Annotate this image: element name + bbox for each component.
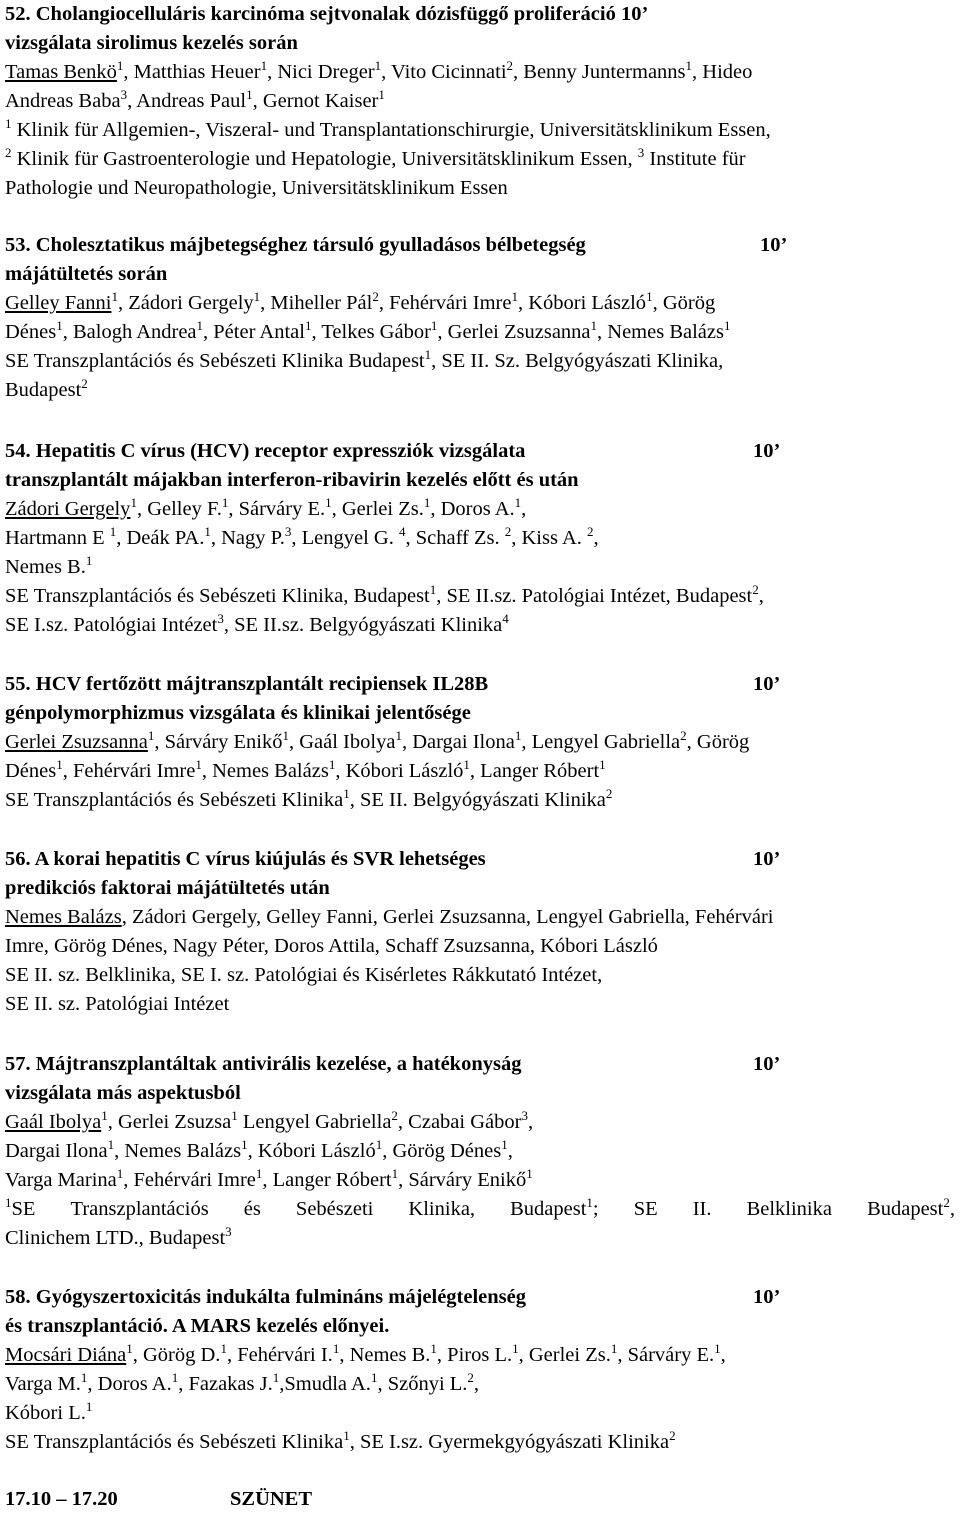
author-list: Dénes$^1$, Balogh Andrea$^1$, Péter Antal$^1$, Telkes Gábor$^1$, Gerlei Zsuzsanna$^1$, Nemes Balázs$^1$	[5, 318, 731, 343]
abstract-54	[5, 437, 955, 640]
abstract-title-cont: és transzplantáció. A MARS kezelés előnyei.	[5, 1315, 390, 1337]
duration: 10’	[760, 234, 788, 256]
author-list: Zádori Gergely$^1$, Gelley F.$^1$, Sárváry E.$^1$, Gerlei Zs.$^1$, Doros A.$^1$,	[5, 495, 527, 520]
affiliation: Budapest$^2$	[5, 376, 88, 401]
abstract-title-cont: transzplantált májakban interferon-ribavirin kezelés előtt és után	[5, 469, 579, 491]
abstract-number: 53.	[5, 234, 31, 256]
break-label: SZÜNET	[230, 1488, 313, 1510]
break-time: 17.10 – 17.20	[5, 1488, 118, 1510]
author-list: Gerlei Zsuzsanna$^1$, Sárváry Enikő$^1$, Gaál Ibolya$^1$, Dargai Ilona$^1$, Lengyel Gabriella$^2$, Görög	[5, 728, 750, 753]
abstract-number: 57.	[5, 1053, 31, 1075]
abstract-title-cont: predikciós faktorai májátültetés után	[5, 877, 330, 899]
abstract-title: 53. Cholesztatikus májbetegséghez társuló gyulladásos bélbetegség 10’	[5, 231, 955, 260]
affiliation: $^1$ Klinik für Allgemien-, Viszeral- und Transplantationschirurgie, Universitätsklinikum Essen,	[5, 116, 771, 141]
duration: 10’	[620, 3, 649, 25]
abstract-title-cont: génpolymorphizmus vizsgálata és klinikai jelentősége	[5, 702, 471, 724]
affiliation: $^1$SE Transzplantációs és Sebészeti Klinika, Budapest$^1$; SE II. Belklinika Budapest$^2$,	[5, 1195, 955, 1220]
author-list: Kóbori L.$^1$	[5, 1399, 93, 1424]
first-author: Gelley Fanni	[5, 292, 112, 314]
first-author: Gerlei Zsuzsanna	[5, 731, 148, 753]
abstract-number: 55.	[5, 673, 31, 695]
author-list: Nemes Balázs, Zádori Gergely, Gelley Fanni, Gerlei Zsuzsanna, Lengyel Gabriella, Fehérvári	[5, 906, 774, 928]
abstract-title-cont: vizsgálata más aspektusból	[5, 1082, 241, 1104]
author-list: Hartmann E $^1$, Deák PA.$^1$, Nagy P.$^3$, Lengyel G. $^4$, Schaff Zs. $^2$, Kiss A. $^2$,	[5, 524, 599, 549]
abstract-56	[5, 845, 955, 1019]
author-list: Dargai Ilona$^1$, Nemes Balázs$^1$, Kóbori László$^1$, Görög Dénes$^1$,	[5, 1137, 513, 1162]
author-list: Imre, Görög Dénes, Nagy Péter, Doros Attila, Schaff Zsuzsanna, Kóbori László	[5, 935, 658, 957]
first-author: Tamas Benkö	[5, 61, 117, 83]
author-list: Andreas Baba$^3$, Andreas Paul$^1$, Gernot Kaiser$^1$	[5, 87, 385, 112]
abstract-title: 58. Gyógyszertoxicitás indukálta fulmináns májelégtelenség 10’	[5, 1283, 955, 1312]
abstract-number: 56.	[5, 848, 31, 870]
affiliation: SE Transzplantációs és Sebészeti Klinika$^1$, SE I.sz. Gyermekgyógyászati Klinika$^2$	[5, 1428, 676, 1453]
abstract-title: 57. Májtranszplantáltak antivirális kezelése, a hatékonyság 10’	[5, 1050, 955, 1079]
duration: 10’	[753, 1286, 781, 1308]
abstract-number: 54.	[5, 440, 31, 462]
abstract-53	[5, 231, 955, 405]
duration: 10’	[753, 1053, 781, 1075]
affiliation: Clinichem LTD., Budapest$^3$	[5, 1224, 232, 1249]
abstract-title: 54. Hepatitis C vírus (HCV) receptor expressziók vizsgálata 10’	[5, 437, 955, 466]
duration: 10’	[753, 440, 781, 462]
affiliation: SE Transzplantációs és Sebészeti Klinika, Budapest$^1$, SE II.sz. Patológiai Intézet, Budapest$^2$,	[5, 582, 764, 607]
author-list: Nemes B.$^1$	[5, 553, 93, 578]
abstract-title: 55. HCV fertőzött májtranszplantált recipiensek IL28B 10’	[5, 670, 955, 699]
affiliation: SE II. sz. Belklinika, SE I. sz. Patológiai és Kisérletes Rákkutató Intézet,	[5, 964, 603, 986]
affiliation: SE Transzplantációs és Sebészeti Klinika$^1$, SE II. Belgyógyászati Klinika$^2$	[5, 786, 613, 811]
duration: 10’	[753, 848, 781, 870]
first-author: Nemes Balázs	[5, 906, 122, 928]
author-list: Gaál Ibolya$^1$, Gerlei Zsuzsa$^1$ Lengyel Gabriella$^2$, Czabai Gábor$^3$,	[5, 1108, 534, 1133]
abstract-title: 52. Cholangiocelluláris karcinóma sejtvonalak dózisfüggő proliferáció 10’	[5, 3, 649, 25]
author-list: Gelley Fanni$^1$, Zádori Gergely$^1$, Miheller Pál$^2$, Fehérvári Imre$^1$, Kóbori László$^1$, Görög	[5, 289, 716, 314]
abstract-title: 56. A korai hepatitis C vírus kiújulás és SVR lehetséges 10’	[5, 845, 955, 874]
affiliation: Pathologie und Neuropathologie, Universitätsklinikum Essen	[5, 177, 508, 199]
abstract-title-cont: vizsgálata sirolimus kezelés során	[5, 32, 298, 54]
first-author: Zádori Gergely	[5, 498, 131, 520]
abstract-57	[5, 1050, 955, 1253]
break-slot	[5, 1485, 313, 1514]
first-author: Mocsári Diána	[5, 1344, 127, 1366]
abstract-52	[5, 0, 955, 203]
author-list: Tamas Benkö$^1$, Matthias Heuer$^1$, Nici Dreger$^1$, Vito Cicinnati$^2$, Benny Juntermanns$^1$, Hideo	[5, 58, 753, 83]
abstract-number: 52.	[5, 3, 31, 25]
first-author: Gaál Ibolya	[5, 1111, 102, 1133]
abstract-58	[5, 1283, 955, 1457]
author-list: Varga Marina$^1$, Fehérvári Imre$^1$, Langer Róbert$^1$, Sárváry Enikő$^1$	[5, 1166, 533, 1191]
abstract-title-cont: májátültetés során	[5, 263, 168, 285]
abstract-55	[5, 670, 955, 815]
duration: 10’	[753, 673, 781, 695]
affiliation: SE Transzplantációs és Sebészeti Klinika Budapest$^1$, SE II. Sz. Belgyógyászati Klinika,	[5, 347, 724, 372]
affiliation: SE II. sz. Patológiai Intézet	[5, 993, 230, 1015]
abstract-number: 58.	[5, 1286, 31, 1308]
affiliation: SE I.sz. Patológiai Intézet$^3$, SE II.sz. Belgyógyászati Klinika$^4$	[5, 611, 509, 636]
author-list: Dénes$^1$, Fehérvári Imre$^1$, Nemes Balázs$^1$, Kóbori László$^1$, Langer Róbert$^1$	[5, 757, 606, 782]
author-list: Varga M.$^1$, Doros A.$^1$, Fazakas J.$^1$,Smudla A.$^1$, Szőnyi L.$^2$,	[5, 1370, 480, 1395]
affiliation: $^2$ Klinik für Gastroenterologie und Hepatologie, Universitätsklinikum Essen, $^3$ Institute für	[5, 145, 746, 170]
author-list: Mocsári Diána$^1$, Görög D.$^1$, Fehérvári I.$^1$, Nemes B.$^1$, Piros L.$^1$, Gerlei Zs.$^1$, Sárváry E.$^1$,	[5, 1341, 726, 1366]
